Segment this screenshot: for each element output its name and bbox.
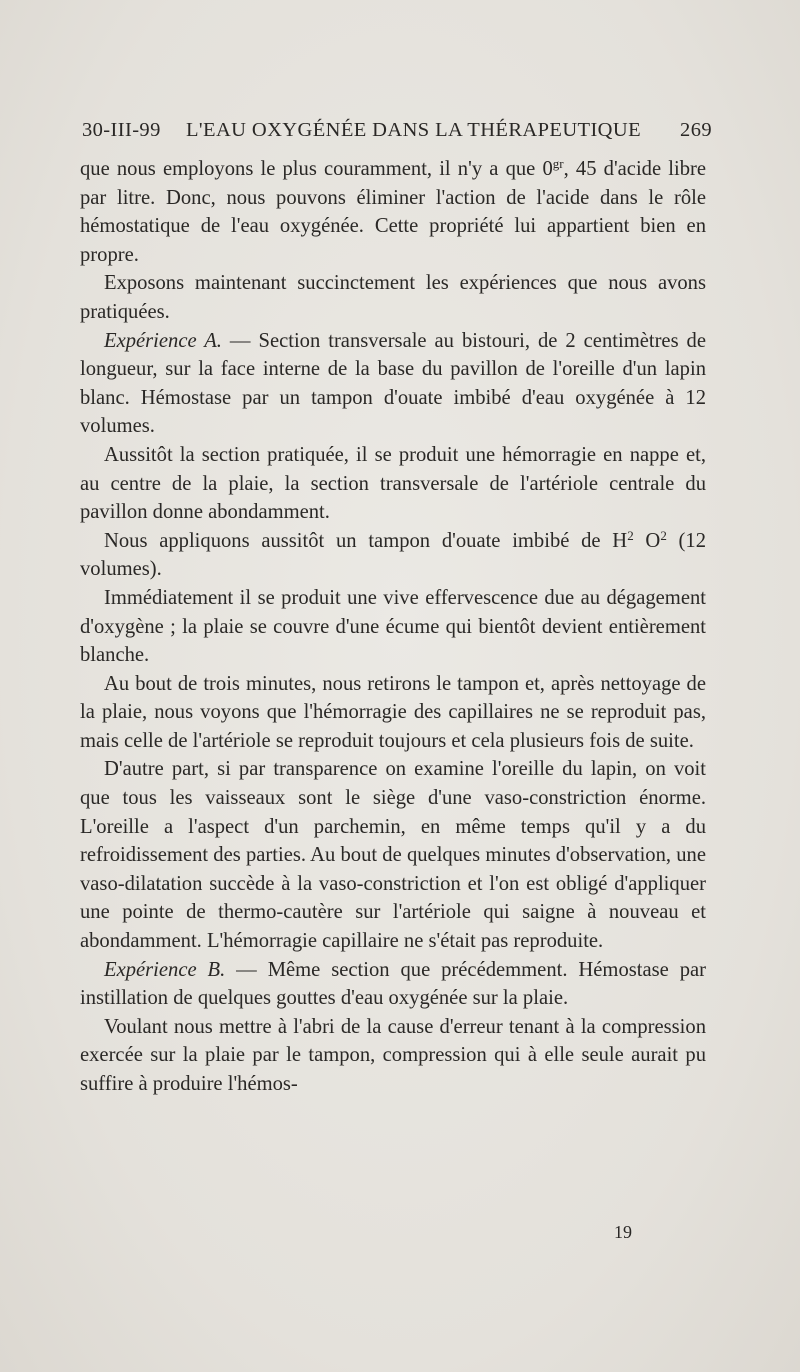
experience-b-label: Expérience B. bbox=[104, 958, 226, 981]
paragraph-7: Au bout de trois minutes, nous retirons le tampon et, après nettoyage de la plaie, nous voyons que l'hémorragie des capillaires ne se reproduit pas, mais celle de l'artériole se reproduit toujours et cela plusieurs fois de suite. bbox=[80, 672, 706, 752]
issue-date: 30-III-99 bbox=[82, 119, 161, 141]
paragraph-4: Aussitôt la section pratiquée, il se produit une hémorragie en nappe et, au centre de la plaie, la section transversale de l'artériole centrale du pavillon donne abondamment. bbox=[80, 443, 706, 524]
paragraph-2: Exposons maintenant succinctement les expériences que nous avons pratiquées. bbox=[80, 272, 706, 323]
paragraph-10: Voulant nous mettre à l'abri de la cause d'erreur tenant à la compression exercée sur la plaie par le tampon, compression qui à elle seule aurait pu suffire à produire l'hémos- bbox=[80, 1015, 706, 1095]
running-head bbox=[82, 119, 712, 149]
page-number: 269 bbox=[680, 119, 712, 141]
signature-mark: 19 bbox=[614, 1222, 632, 1242]
paragraph-experience-a: Expérience A. — Section transversale au bistouri, de 2 centimètres de longueur, sur la face interne de la base du pavillon de l'oreille d'un lapin blanc. Hémostase par un tampon d'ouate imbibé d'eau oxygénée à 12 volumes. bbox=[80, 329, 706, 438]
paragraph-experience-b: Expérience B. — Même section que précédemment. Hémostase par instillation de quelques gouttes d'eau oxygénée sur la plaie. bbox=[80, 958, 706, 1010]
paragraph-6: Immédiatement il se produit une vive effervescence due au dégagement d'oxygène ; la plaie se couvre d'une écume qui bientôt devient entièrement blanche. bbox=[80, 586, 706, 667]
experience-a-label: Expérience A. bbox=[104, 329, 222, 352]
running-title: L'EAU OXYGÉNÉE DANS LA THÉRAPEUTIQUE bbox=[186, 119, 642, 141]
paragraph-1: que nous employons le plus couramment, il n'y a que $0^{gr}$, 45 d'acide libre par litre. Donc, nous pouvons éliminer l'action de l'acide dans le rôle hémostatique de l'eau oxygénée. Cette propriété lui appartient bien en propre. bbox=[80, 156, 707, 266]
paragraph-8: D'autre part, si par transparence on examine l'oreille du lapin, on voit que tous les vaisseaux sont le siège d'une vaso-constriction énorme. L'oreille a l'aspect d'un parchemin, en même temps qu'il y a du refroidissement des parties. Au bout de quelques minutes d'observation, une vaso-dilatation succède à la vaso-constriction et l'on est obligé d'appliquer une pointe de thermo-cautère sur l'artériole qui saigne à nouveau et abondamment. L'hémorragie capillaire ne s'était pas reproduite. bbox=[80, 758, 706, 953]
paragraph-5: Nous appliquons aussitôt un tampon d'ouate imbibé de $H^2$ $O^2$ (12 volumes). bbox=[80, 527, 707, 581]
body-text bbox=[80, 155, 706, 1099]
